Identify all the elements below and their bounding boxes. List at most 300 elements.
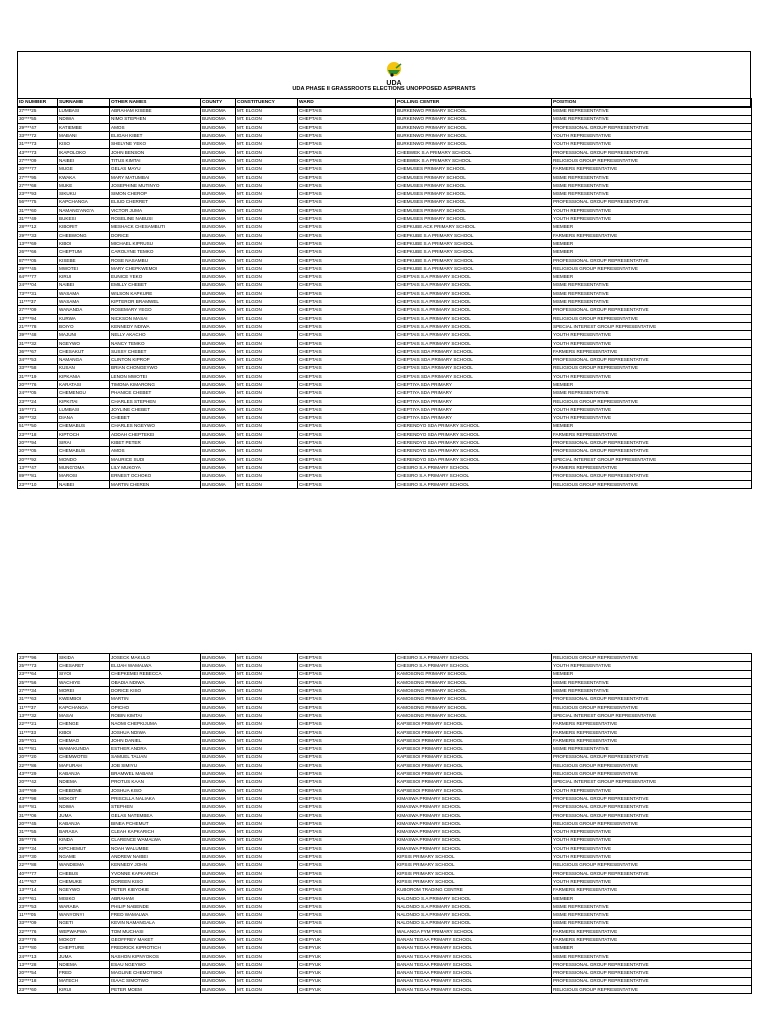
cell-position: MSME REPRESENTATIVE xyxy=(552,745,752,753)
cell-id-number: 13****28 xyxy=(18,960,58,968)
cell-polling-center: CHERENDYO SDA PRIMARY SCHOOL xyxy=(396,422,552,430)
table-row xyxy=(18,464,752,472)
cell-id-number: 27****09 xyxy=(18,157,58,165)
cell-surname: KAPCHANGA xyxy=(58,198,110,206)
cell-other-names: DOREEN KISO xyxy=(110,878,201,886)
cell-constituency: MT. ELGON xyxy=(236,181,298,189)
cell-id-number: 13****80 xyxy=(18,944,58,952)
cell-county: BUNGOMA xyxy=(201,977,236,985)
table-row xyxy=(18,289,752,297)
cell-county: BUNGOMA xyxy=(201,190,236,198)
cell-position: YOUTH REPRESENTATIVE xyxy=(552,215,752,223)
cell-position: FARMERS REPRESENTATIVE xyxy=(552,720,752,728)
cell-ward: CHEPTAIS xyxy=(298,356,396,364)
cell-ward: CHEPTAIS xyxy=(298,198,396,206)
cell-constituency: MT. ELGON xyxy=(236,173,298,181)
cell-constituency: MT. ELGON xyxy=(236,405,298,413)
cell-id-number: 39****48 xyxy=(18,331,58,339)
cell-polling-center: KUBOROM TRADING CENTRE xyxy=(396,886,552,894)
cell-id-number: 29****47 xyxy=(18,123,58,131)
cell-id-number: 20****54 xyxy=(18,969,58,977)
cell-position: YOUTH REPRESENTATIVE xyxy=(552,140,752,148)
cell-county: BUNGOMA xyxy=(201,869,236,877)
table-row xyxy=(18,372,752,380)
cell-county: BUNGOMA xyxy=(201,687,236,695)
table-row xyxy=(18,902,752,910)
cell-position: MEMBER xyxy=(552,223,752,231)
cell-ward: CHEPTAIS xyxy=(298,869,396,877)
table-row xyxy=(18,728,752,736)
cell-polling-center: CHEPTIYA SDA PRIMARY xyxy=(396,389,552,397)
cell-id-number: 11****33 xyxy=(18,728,58,736)
cell-county: BUNGOMA xyxy=(201,703,236,711)
cell-id-number: 31****73 xyxy=(18,140,58,148)
cell-other-names: TITUS KIMTAI xyxy=(110,157,201,165)
cell-polling-center: BANAN TEGAA PRIMARY SCHOOL xyxy=(396,952,552,960)
cell-constituency: MT. ELGON xyxy=(236,803,298,811)
cell-ward: CHEPTAIS xyxy=(298,281,396,289)
cell-county: BUNGOMA xyxy=(201,753,236,761)
cell-county: BUNGOMA xyxy=(201,844,236,852)
header-county: COUNTY xyxy=(201,99,236,107)
cell-other-names: KIBET PETER xyxy=(110,439,201,447)
cell-polling-center: WALANGA FYM PRIMARY SCHOOL xyxy=(396,927,552,935)
cell-id-number: 11****05 xyxy=(18,911,58,919)
cell-constituency: MT. ELGON xyxy=(236,248,298,256)
cell-polling-center: BURKENWO PRIMARY SCHOOL xyxy=(396,107,552,115)
cell-ward: CHEPTAIS xyxy=(298,439,396,447)
cell-constituency: MT. ELGON xyxy=(236,331,298,339)
cell-position: PROFESSIONAL GROUP REPRESENTATIVE xyxy=(552,306,752,314)
table-row xyxy=(18,455,752,463)
cell-id-number: 22****88 xyxy=(18,861,58,869)
cell-surname: CHESARET xyxy=(58,662,110,670)
table-row xyxy=(18,123,752,131)
cell-id-number: 22****21 xyxy=(18,720,58,728)
table-row xyxy=(18,115,752,123)
cell-surname: WASAMA xyxy=(58,289,110,297)
cell-position: RELIGIOUS GROUP REPRESENTATIVE xyxy=(552,157,752,165)
cell-position: FARMERS REPRESENTATIVE xyxy=(552,165,752,173)
cell-ward: CHEPTAIS xyxy=(298,828,396,836)
cell-ward: CHEPTAIS xyxy=(298,422,396,430)
cell-polling-center: KAPSESOI PRIMARY SCHOOL xyxy=(396,745,552,753)
cell-other-names: JOSEPHINE MUTINYO xyxy=(110,181,201,189)
cell-ward: CHEPTAIS xyxy=(298,662,396,670)
table-row xyxy=(18,836,752,844)
cell-other-names: ESTHER ANDRA xyxy=(110,745,201,753)
cell-county: BUNGOMA xyxy=(201,405,236,413)
cell-id-number: 11****37 xyxy=(18,298,58,306)
table-row xyxy=(18,703,752,711)
cell-surname: KIPCHEMUT xyxy=(58,844,110,852)
table-row xyxy=(18,323,752,331)
cell-constituency: MT. ELGON xyxy=(236,455,298,463)
header-id-number: ID NUMBER xyxy=(18,99,58,107)
cell-constituency: MT. ELGON xyxy=(236,720,298,728)
cell-surname: KAPCHANGA xyxy=(58,703,110,711)
cell-constituency: MT. ELGON xyxy=(236,811,298,819)
cell-polling-center: KAPSESOI PRIMARY SCHOOL xyxy=(396,778,552,786)
cell-other-names: PETER MOEM xyxy=(110,985,201,993)
cell-constituency: MT. ELGON xyxy=(236,736,298,744)
cell-surname: MASAI xyxy=(58,712,110,720)
cell-county: BUNGOMA xyxy=(201,712,236,720)
cell-ward: CHEPTAIS xyxy=(298,405,396,413)
cell-constituency: MT. ELGON xyxy=(236,753,298,761)
cell-position: YOUTH REPRESENTATIVE xyxy=(552,844,752,852)
cell-other-names: JOSHUA NDIWA xyxy=(110,728,201,736)
cell-polling-center: NALONDO S.A PRIMARY SCHOOL xyxy=(396,919,552,927)
cell-constituency: MT. ELGON xyxy=(236,430,298,438)
cell-position: MSME REPRESENTATIVE xyxy=(552,902,752,910)
table-row xyxy=(18,414,752,422)
cell-id-number: 20****92 xyxy=(18,455,58,463)
cell-other-names: NIMO STEPHEN xyxy=(110,115,201,123)
cell-id-number: 31****55 xyxy=(18,828,58,836)
cell-id-number: 31****06 xyxy=(18,811,58,819)
cell-surname: KURWA xyxy=(58,314,110,322)
cell-ward: CHEPTAIS xyxy=(298,173,396,181)
cell-other-names: JOSHUA KISO xyxy=(110,786,201,794)
table-row xyxy=(18,670,752,678)
cell-constituency: MT. ELGON xyxy=(236,678,298,686)
cell-county: BUNGOMA xyxy=(201,878,236,886)
cell-position: FARMERS REPRESENTATIVE xyxy=(552,936,752,944)
cell-surname: MUKE xyxy=(58,181,110,189)
cell-position: MSME REPRESENTATIVE xyxy=(552,687,752,695)
cell-county: BUNGOMA xyxy=(201,927,236,935)
cell-other-names: LENON MWOTEI xyxy=(110,372,201,380)
cell-county: BUNGOMA xyxy=(201,795,236,803)
table-row xyxy=(18,157,752,165)
cell-id-number: 27****95 xyxy=(18,173,58,181)
table-row xyxy=(18,778,752,786)
cell-polling-center: CHEMUSES PRIMARY SCHOOL xyxy=(396,190,552,198)
cell-county: BUNGOMA xyxy=(201,670,236,678)
logo-text: UDA xyxy=(386,80,402,87)
cell-position: YOUTH REPRESENTATIVE xyxy=(552,853,752,861)
cell-ward: CHEPYUK xyxy=(298,960,396,968)
cell-surname: MAROSI xyxy=(58,472,110,480)
table-row xyxy=(18,886,752,894)
cell-ward: CHEPTAIS xyxy=(298,844,396,852)
cell-polling-center: CHEPTAIS S.A PRIMARY SCHOOL xyxy=(396,298,552,306)
cell-polling-center: CHESIRO S.A PRIMARY SCHOOL xyxy=(396,464,552,472)
cell-other-names: OBADIA NDIWA xyxy=(110,678,201,686)
cell-ward: CHEPTAIS xyxy=(298,264,396,272)
cell-ward: CHEPTAIS xyxy=(298,728,396,736)
cell-surname: KIPKITAI xyxy=(58,397,110,405)
cell-county: BUNGOMA xyxy=(201,803,236,811)
cell-position: YOUTH REPRESENTATIVE xyxy=(552,414,752,422)
cell-constituency: MT. ELGON xyxy=(236,480,298,488)
cell-ward: CHEPTAIS xyxy=(298,911,396,919)
cell-surname: KIPTOCH xyxy=(58,430,110,438)
cell-other-names: PROTUS KAAN xyxy=(110,778,201,786)
table-row xyxy=(18,480,752,488)
cell-polling-center: BURKENWO PRIMARY SCHOOL xyxy=(396,115,552,123)
cell-county: BUNGOMA xyxy=(201,331,236,339)
table-row xyxy=(18,753,752,761)
cell-other-names: DORICE KISO xyxy=(110,687,201,695)
cell-county: BUNGOMA xyxy=(201,347,236,355)
table-row xyxy=(18,306,752,314)
cell-constituency: MT. ELGON xyxy=(236,894,298,902)
cell-position: FARMERS REPRESENTATIVE xyxy=(552,430,752,438)
cell-constituency: MT. ELGON xyxy=(236,364,298,372)
cell-surname: CHEMUKE xyxy=(58,878,110,886)
cell-ward: CHEPTAIS xyxy=(298,339,396,347)
cell-constituency: MT. ELGON xyxy=(236,778,298,786)
cell-county: BUNGOMA xyxy=(201,952,236,960)
cell-other-names: TOM MUCHASI xyxy=(110,927,201,935)
cell-position: RELIGIOUS GROUP REPRESENTATIVE xyxy=(552,264,752,272)
cell-surname: NDIWA xyxy=(58,803,110,811)
table-row xyxy=(18,472,752,480)
cell-ward: CHEPYUK xyxy=(298,969,396,977)
cell-constituency: MT. ELGON xyxy=(236,273,298,281)
table-row xyxy=(18,761,752,769)
cell-polling-center: KAPSESOI PRIMARY SCHOOL xyxy=(396,786,552,794)
cell-other-names: CLINTON KIPROP xyxy=(110,356,201,364)
cell-county: BUNGOMA xyxy=(201,422,236,430)
table-row xyxy=(18,181,752,189)
cell-position: MEMBER xyxy=(552,381,752,389)
cell-constituency: MT. ELGON xyxy=(236,123,298,131)
cell-surname: KIBOI xyxy=(58,240,110,248)
cell-position: YOUTH REPRESENTATIVE xyxy=(552,836,752,844)
table-row xyxy=(18,364,752,372)
cell-county: BUNGOMA xyxy=(201,761,236,769)
cell-ward: CHEPTAIS xyxy=(298,323,396,331)
cell-other-names: MARY CHEPKWEMOI xyxy=(110,264,201,272)
cell-ward: CHEPTAIS xyxy=(298,786,396,794)
cell-surname: KINDA xyxy=(58,836,110,844)
cell-position: MEMBER xyxy=(552,944,752,952)
cell-surname: NAIBEI xyxy=(58,480,110,488)
table-row xyxy=(18,165,752,173)
table-row xyxy=(18,795,752,803)
cell-county: BUNGOMA xyxy=(201,298,236,306)
cell-polling-center: CHEPKUBE S.A PRIMARY SCHOOL xyxy=(396,248,552,256)
cell-ward: CHEPTAIS xyxy=(298,389,396,397)
cell-id-number: 20****20 xyxy=(18,753,58,761)
cell-constituency: MT. ELGON xyxy=(236,761,298,769)
cell-id-number: 31****32 xyxy=(18,339,58,347)
cell-surname: SIRAI xyxy=(58,439,110,447)
cell-polling-center: CHEBWEK S.A PRIMARY SCHOOL xyxy=(396,157,552,165)
cell-polling-center: CHERENDYO SDA PRIMARY SCHOOL xyxy=(396,455,552,463)
cell-county: BUNGOMA xyxy=(201,323,236,331)
table-row xyxy=(18,107,752,115)
cell-county: BUNGOMA xyxy=(201,381,236,389)
cell-other-names: SHELYNE YEKO xyxy=(110,140,201,148)
cell-id-number: 13****32 xyxy=(18,712,58,720)
cell-position: FARMERS REPRESENTATIVE xyxy=(552,464,752,472)
cell-ward: CHEPTAIS xyxy=(298,919,396,927)
cell-polling-center: CHEPKUBE S.A PRIMARY SCHOOL xyxy=(396,256,552,264)
table-row xyxy=(18,695,752,703)
cell-polling-center: KAMOSONG PRIMARY SCHOOL xyxy=(396,687,552,695)
cell-ward: CHEPTAIS xyxy=(298,480,396,488)
cell-id-number: 56****75 xyxy=(18,198,58,206)
cell-constituency: MT. ELGON xyxy=(236,372,298,380)
cell-other-names: ISAAC SIMOTWO xyxy=(110,977,201,985)
cell-constituency: MT. ELGON xyxy=(236,670,298,678)
cell-constituency: MT. ELGON xyxy=(236,298,298,306)
cell-constituency: MT. ELGON xyxy=(236,256,298,264)
cell-constituency: MT. ELGON xyxy=(236,198,298,206)
cell-other-names: ROSE NASAMBU xyxy=(110,256,201,264)
cell-id-number: 51****81 xyxy=(18,745,58,753)
cell-surname: CHEMABUS xyxy=(58,422,110,430)
cell-id-number: 24****04 xyxy=(18,281,58,289)
cell-surname: KIPKANIA xyxy=(58,372,110,380)
cell-constituency: MT. ELGON xyxy=(236,140,298,148)
cell-constituency: MT. ELGON xyxy=(236,397,298,405)
cell-other-names: ABRAHAM xyxy=(110,894,201,902)
cell-polling-center: CHEPKUBE S.A PRIMARY SCHOOL xyxy=(396,231,552,239)
cell-other-names: BRAMWEL MABANI xyxy=(110,770,201,778)
table-row xyxy=(18,919,752,927)
cell-id-number: 25****01 xyxy=(18,736,58,744)
cell-position: MEMBER xyxy=(552,670,752,678)
cell-position: MSME REPRESENTATIVE xyxy=(552,181,752,189)
cell-polling-center: NALONDO S.A PRIMARY SCHOOL xyxy=(396,902,552,910)
cell-position: SPECIAL INTEREST GROUP REPRESENTATIVE xyxy=(552,778,752,786)
cell-polling-center: CHEPTIYA SDA PRIMARY xyxy=(396,414,552,422)
cell-ward: CHEPTAIS xyxy=(298,703,396,711)
table-row xyxy=(18,770,752,778)
cell-other-names: ANDREW NAIBEI xyxy=(110,853,201,861)
cell-position: SPECIAL INTEREST GROUP REPRESENTATIVE xyxy=(552,712,752,720)
cell-ward: CHEPTAIS xyxy=(298,687,396,695)
cell-other-names: NOAH WALUMBE xyxy=(110,844,201,852)
cell-ward: CHEPTAIS xyxy=(298,123,396,131)
cell-polling-center: KAPSESOI PRIMARY SCHOOL xyxy=(396,753,552,761)
cell-other-names: MARY MATUMBAI xyxy=(110,173,201,181)
table-row xyxy=(18,231,752,239)
cell-polling-center: CHEPTAIS S.A PRIMARY SCHOOL xyxy=(396,331,552,339)
cell-surname: KABANJA xyxy=(58,819,110,827)
cell-surname: WACHIYE xyxy=(58,678,110,686)
cell-constituency: MT. ELGON xyxy=(236,936,298,944)
cell-surname: KWAKA xyxy=(58,173,110,181)
cell-other-names: EUNICE YEKO xyxy=(110,273,201,281)
cell-ward: CHEPTAIS xyxy=(298,670,396,678)
cell-constituency: MT. ELGON xyxy=(236,828,298,836)
cell-id-number: 24****61 xyxy=(18,894,58,902)
cell-ward: CHEPTAIS xyxy=(298,819,396,827)
cell-ward: CHEPTAIS xyxy=(298,223,396,231)
table-row xyxy=(18,720,752,728)
cell-polling-center: CHEMUSES PRIMARY SCHOOL xyxy=(396,181,552,189)
cell-other-names: MARTIN CHEREN xyxy=(110,480,201,488)
cell-other-names: EMILLY CHEBET xyxy=(110,281,201,289)
cell-ward: CHEPTAIS xyxy=(298,472,396,480)
cell-ward: CHEPTAIS xyxy=(298,736,396,744)
cell-position: RELIGIOUS GROUP REPRESENTATIVE xyxy=(552,364,752,372)
cell-other-names: SIMON CHEROP xyxy=(110,190,201,198)
cell-id-number: 23****76 xyxy=(18,936,58,944)
cell-other-names: AMOS xyxy=(110,447,201,455)
cell-id-number: 21****78 xyxy=(18,323,58,331)
cell-constituency: MT. ELGON xyxy=(236,190,298,198)
cell-constituency: MT. ELGON xyxy=(236,281,298,289)
table-row xyxy=(18,430,752,438)
cell-position: RELIGIOUS GROUP REPRESENTATIVE xyxy=(552,314,752,322)
cell-constituency: MT. ELGON xyxy=(236,853,298,861)
cell-ward: CHEPTAIS xyxy=(298,886,396,894)
cell-surname: NGEYWO xyxy=(58,886,110,894)
cell-surname: CHEMABUS xyxy=(58,447,110,455)
cell-ward: CHEPTAIS xyxy=(298,206,396,214)
cell-county: BUNGOMA xyxy=(201,231,236,239)
table-row xyxy=(18,389,752,397)
cell-polling-center: CHEPTAIS SDA PRIMARY SCHOOL xyxy=(396,356,552,364)
cell-constituency: MT. ELGON xyxy=(236,952,298,960)
table-row xyxy=(18,736,752,744)
cell-other-names: MESHACK CHESAMBUTI xyxy=(110,223,201,231)
cell-ward: CHEPTAIS xyxy=(298,695,396,703)
cell-ward: CHEPTAIS xyxy=(298,902,396,910)
cell-county: BUNGOMA xyxy=(201,215,236,223)
cell-surname: KIRUI xyxy=(58,273,110,281)
cell-constituency: MT. ELGON xyxy=(236,414,298,422)
cell-ward: CHEPTAIS xyxy=(298,372,396,380)
cell-constituency: MT. ELGON xyxy=(236,314,298,322)
cell-county: BUNGOMA xyxy=(201,430,236,438)
cell-surname: NGAME xyxy=(58,853,110,861)
cell-constituency: MT. ELGON xyxy=(236,447,298,455)
cell-surname: CHENGE xyxy=(58,720,110,728)
cell-other-names: CAROLYNE TEMKO xyxy=(110,248,201,256)
table-row xyxy=(18,248,752,256)
cell-other-names: CLEAH KAPKARICH xyxy=(110,828,201,836)
cell-position: MEMBER xyxy=(552,248,752,256)
cell-id-number: 43****29 xyxy=(18,770,58,778)
cell-position: YOUTH REPRESENTATIVE xyxy=(552,372,752,380)
cell-position: YOUTH REPRESENTATIVE xyxy=(552,786,752,794)
cell-other-names: CHARLES NGEYWO xyxy=(110,422,201,430)
cell-other-names: TIMONA KIMARONG xyxy=(110,381,201,389)
cell-polling-center: CHEMUSES PRIMARY SCHOOL xyxy=(396,165,552,173)
cell-position: YOUTH REPRESENTATIVE xyxy=(552,878,752,886)
cell-surname: KIRUI xyxy=(58,985,110,993)
cell-other-names: WILSON KAPKURE xyxy=(110,289,201,297)
cell-ward: CHEPTAIS xyxy=(298,181,396,189)
cell-surname: WANYONYI xyxy=(58,911,110,919)
cell-constituency: MT. ELGON xyxy=(236,844,298,852)
cell-other-names: PHANICE CHEBET xyxy=(110,389,201,397)
cell-id-number: 34****53 xyxy=(18,356,58,364)
cell-position: PROFESSIONAL GROUP REPRESENTATIVE xyxy=(552,439,752,447)
cell-polling-center: CHEPKUBE S.A PRIMARY SCHOOL xyxy=(396,264,552,272)
cell-constituency: MT. ELGON xyxy=(236,439,298,447)
cell-position: MSME REPRESENTATIVE xyxy=(552,173,752,181)
cell-id-number: 20****42 xyxy=(18,778,58,786)
cell-ward: CHEPTAIS xyxy=(298,720,396,728)
cell-surname: KARATASI xyxy=(58,381,110,389)
cell-surname: JUMA xyxy=(58,952,110,960)
cell-polling-center: KIMASWA PRIMARY SCHOOL xyxy=(396,828,552,836)
table-row xyxy=(18,198,752,206)
cell-ward: CHEPYUK xyxy=(298,944,396,952)
table-row xyxy=(18,960,752,968)
cell-id-number: 23****93 xyxy=(18,190,58,198)
table-row xyxy=(18,654,752,662)
